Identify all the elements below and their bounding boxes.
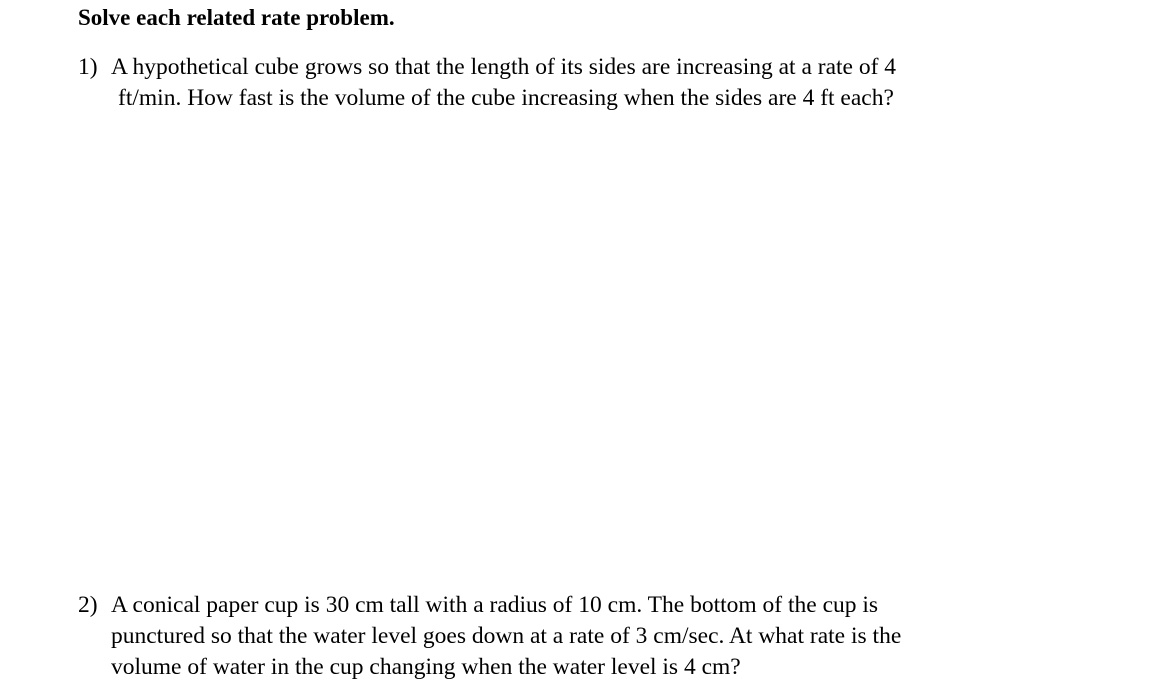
problem-2-text-line-2: punctured so that the water level goes down at a rate of 3 cm/sec. At what rate is the <box>111 623 902 649</box>
problem-1-number: 1) <box>78 54 98 80</box>
problem-1 <box>78 52 896 114</box>
problem-2-text-line-1: A conical paper cup is 30 cm tall with a radius of 10 cm. The bottom of the cup is <box>111 592 879 618</box>
problem-2-number: 2) <box>78 592 98 618</box>
problem-1-first-line <box>78 52 896 83</box>
worksheet-heading: Solve each related rate problem. <box>78 5 395 30</box>
problem-1-text-line-1: A hypothetical cube grows so that the length of its sides are increasing at a rate of 4 <box>111 54 897 80</box>
problem-1-text-line-2: ft/min. How fast is the volume of the cube increasing when the sides are 4 ft each? <box>118 85 894 111</box>
problem-2 <box>78 590 901 683</box>
problem-2-text-line-3: volume of water in the cup changing when the water level is 4 cm? <box>111 654 741 680</box>
problem-2-first-line <box>78 590 901 621</box>
